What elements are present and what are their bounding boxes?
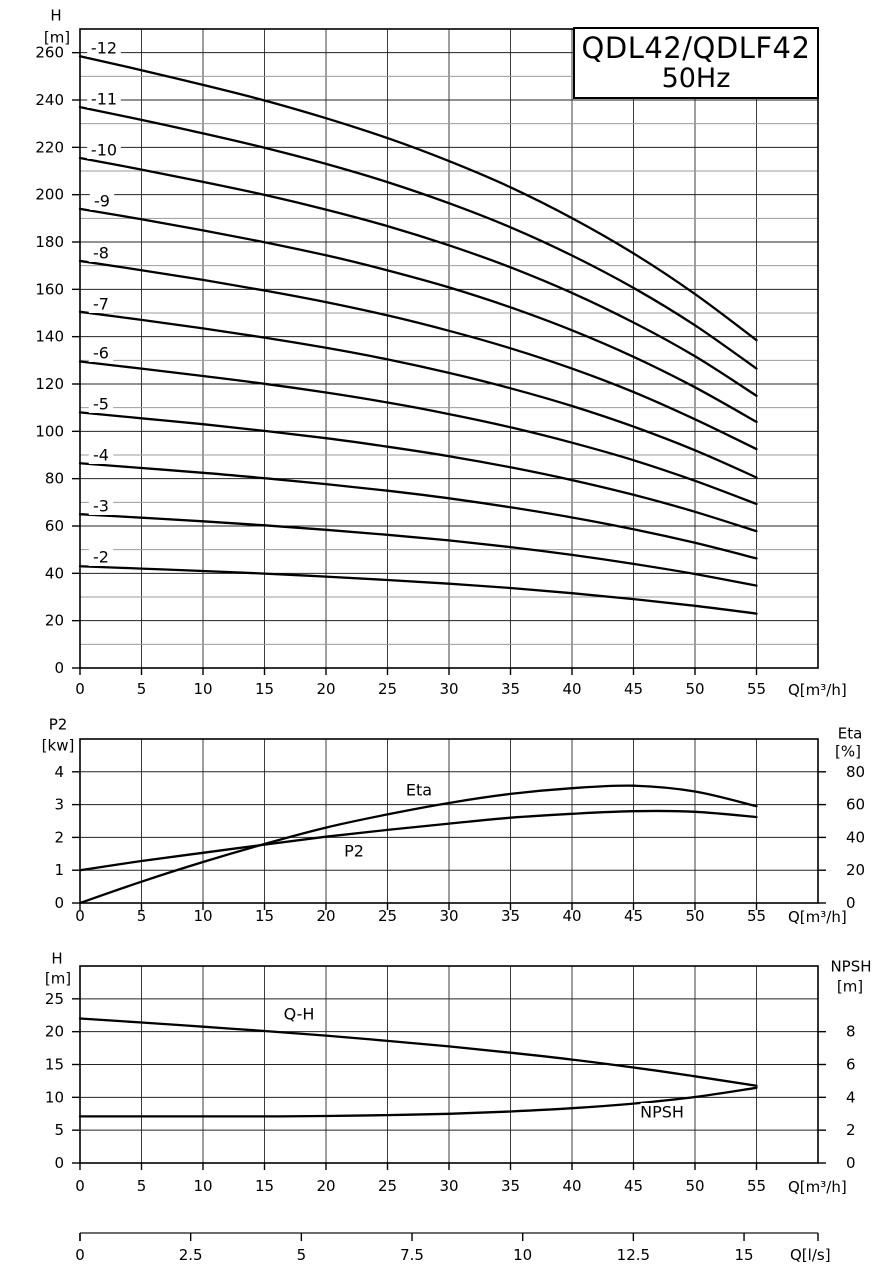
x-tick-label: 0: [75, 1177, 85, 1195]
ruler-tick-label: 10: [513, 1246, 533, 1264]
y-right-tick-label: 6: [846, 1055, 856, 1074]
y-tick-label: 0: [54, 894, 64, 912]
x-axis-unit-label: Q[m³/h]: [788, 681, 847, 699]
curve-label-P2: P2: [344, 841, 364, 861]
npsh-axis-symbol: NPSH: [830, 957, 872, 976]
y-tick-label: 120: [35, 375, 64, 393]
x-tick-label: 45: [623, 1177, 644, 1195]
qh-chart-yaxis-unit: [m]: [44, 969, 72, 988]
y-tick-label: 200: [35, 185, 64, 204]
y-tick-label: 0: [54, 659, 64, 677]
ruler-tick-label: 2.5: [178, 1246, 203, 1264]
x-tick-label: 30: [439, 1177, 459, 1195]
curve-label-Eta: Eta: [405, 780, 433, 800]
x-tick-label: 15: [254, 680, 275, 698]
y-right-tick-label: 4: [846, 1088, 856, 1107]
ruler-tick-label: 15: [734, 1246, 754, 1264]
head-chart-yaxis-unit: [m]: [43, 28, 71, 47]
x-tick-label: 45: [623, 907, 644, 925]
x-tick-label: 55: [746, 907, 767, 925]
npsh-axis-unit: [m]: [836, 977, 864, 996]
curve-label--4: -4: [93, 445, 109, 465]
y-right-tick-label: 8: [846, 1022, 856, 1041]
x-tick-label: 35: [500, 1177, 521, 1195]
y-tick-label: 2: [54, 828, 64, 847]
ruler-tick-label: 0: [75, 1246, 85, 1264]
y-right-tick-label: 60: [846, 795, 866, 814]
y-tick-label: 100: [35, 422, 64, 441]
x-tick-label: 50: [685, 680, 705, 698]
x-tick-label: 5: [136, 1177, 147, 1195]
curve-label--8: -8: [93, 243, 109, 263]
curve-label--2: -2: [93, 547, 109, 567]
eta-axis-unit: [%]: [835, 742, 861, 761]
curve-label--5: -5: [93, 394, 109, 414]
ruler-unit-label: Q[l/s]: [790, 1246, 831, 1264]
x-tick-label: 40: [562, 1177, 582, 1195]
y-tick-label: 10: [44, 1088, 64, 1107]
ruler-tick-label: 5: [296, 1246, 307, 1264]
curve-label--7: -7: [93, 294, 109, 314]
x-tick-label: 25: [377, 907, 398, 925]
x-tick-label: 55: [746, 1177, 767, 1195]
pump-model-title: QDL42/QDLF42: [581, 31, 811, 65]
curve-label--11: -11: [90, 89, 118, 109]
y-tick-label: 80: [44, 469, 64, 488]
curve-label--9: -9: [94, 191, 110, 211]
x-axis-unit-label: Q[m³/h]: [788, 908, 847, 926]
curve-label--12: -12: [90, 38, 118, 58]
power-chart-yaxis-symbol: P2: [48, 715, 68, 734]
x-tick-label: 25: [377, 680, 398, 698]
x-tick-label: 10: [193, 680, 213, 698]
curve-label-Q-H: Q-H: [283, 1004, 315, 1024]
x-tick-label: 15: [254, 1177, 275, 1195]
ruler-tick-label: 7.5: [400, 1246, 424, 1264]
x-tick-label: 20: [316, 907, 336, 925]
y-tick-label: 4: [54, 762, 64, 781]
y-right-tick-label: 0: [846, 1154, 856, 1172]
y-tick-label: 260: [35, 43, 64, 62]
y-tick-label: 3: [54, 795, 64, 814]
x-tick-label: 0: [75, 680, 85, 698]
y-tick-label: 5: [54, 1121, 64, 1140]
y-tick-label: 180: [35, 233, 64, 251]
ruler-tick-label: 12.5: [616, 1246, 651, 1264]
y-right-tick-label: 40: [846, 828, 866, 847]
y-right-tick-label: 2: [846, 1121, 856, 1140]
curve-label--6: -6: [93, 343, 109, 363]
x-tick-label: 40: [562, 907, 582, 925]
power-chart-yaxis-unit: [kw]: [41, 736, 75, 755]
x-tick-label: 35: [500, 907, 521, 925]
curve-label--3: -3: [93, 496, 109, 516]
y-right-tick-label: 20: [846, 861, 866, 880]
y-tick-label: 220: [35, 138, 64, 157]
title-box: [573, 27, 819, 99]
x-tick-label: 55: [746, 680, 767, 698]
y-tick-label: 40: [44, 564, 64, 583]
x-tick-label: 10: [193, 907, 213, 925]
x-tick-label: 0: [75, 907, 85, 925]
head-chart-yaxis-symbol: H: [50, 6, 62, 25]
y-tick-label: 20: [44, 611, 64, 630]
x-tick-label: 20: [316, 680, 336, 698]
y-tick-label: 140: [35, 327, 64, 346]
y-tick-label: 160: [35, 280, 64, 299]
qh-chart-yaxis-symbol: H: [51, 949, 63, 968]
x-axis-unit-label: Q[m³/h]: [788, 1178, 847, 1196]
y-tick-label: 0: [54, 1154, 64, 1172]
y-tick-label: 15: [44, 1055, 64, 1074]
curve-label--10: -10: [90, 140, 118, 160]
y-tick-label: 25: [44, 989, 64, 1008]
y-tick-label: 60: [44, 517, 64, 535]
y-tick-label: 1: [54, 861, 64, 880]
x-tick-label: 15: [254, 907, 275, 925]
x-tick-label: 35: [500, 680, 521, 698]
y-right-tick-label: 0: [846, 894, 856, 912]
x-tick-label: 45: [623, 680, 644, 698]
x-tick-label: 10: [193, 1177, 213, 1195]
x-tick-label: 5: [136, 907, 147, 925]
frequency-subtitle: 50Hz: [661, 63, 731, 94]
x-tick-label: 30: [439, 907, 459, 925]
x-tick-label: 20: [316, 1177, 336, 1195]
curve-label-NPSH: NPSH: [640, 1102, 684, 1122]
x-tick-label: 25: [377, 1177, 398, 1195]
y-tick-label: 20: [44, 1022, 64, 1041]
x-tick-label: 50: [685, 1177, 705, 1195]
x-tick-label: 5: [136, 680, 147, 698]
x-tick-label: 30: [439, 680, 459, 698]
x-tick-label: 50: [685, 907, 705, 925]
x-tick-label: 40: [562, 680, 582, 698]
y-tick-label: 240: [35, 91, 64, 109]
eta-axis-symbol: Eta: [837, 724, 863, 743]
y-right-tick-label: 80: [846, 762, 866, 781]
